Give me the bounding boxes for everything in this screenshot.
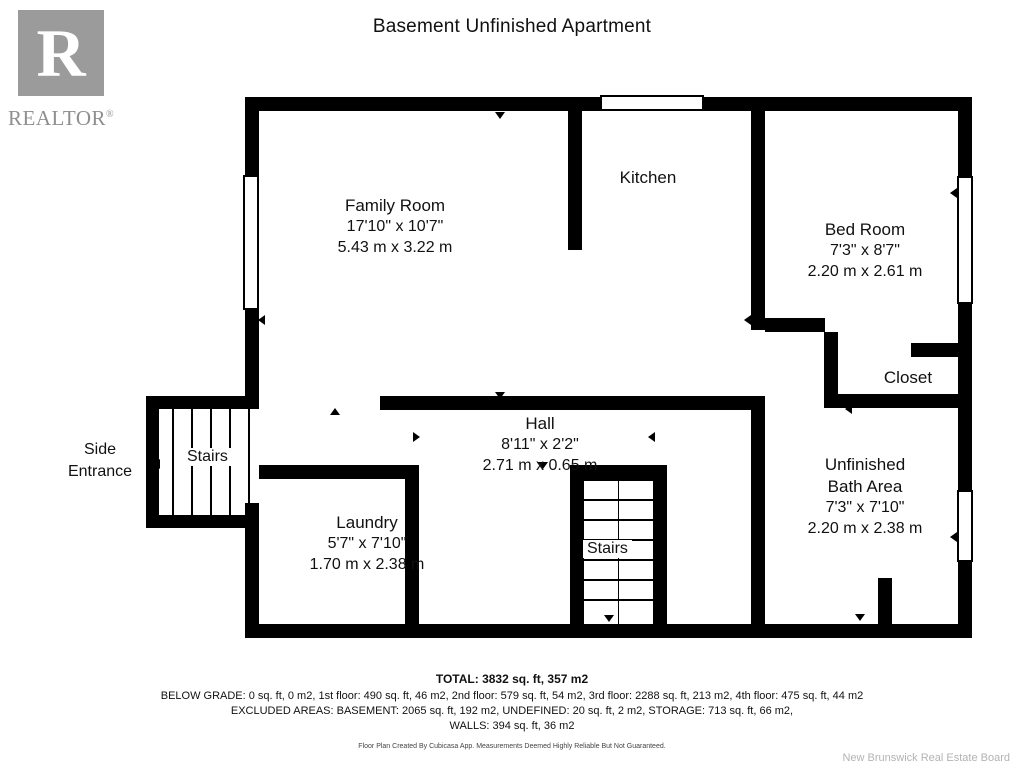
side-entrance-line1: Side xyxy=(83,441,117,458)
room-closet xyxy=(838,367,978,389)
wall-hall-right xyxy=(751,396,765,496)
wall-laundry-top xyxy=(259,465,419,479)
footer-line-excluded: EXCLUDED AREAS: BASEMENT: 2065 sq. ft, 192 m2, UNDEFINED: 20 sq. ft, 2 m2, STORAGE: 713 sq. ft, 66 m2, xyxy=(230,704,794,717)
room-label-family-room: Family Room xyxy=(344,196,446,215)
realtor-mark-icon xyxy=(18,10,104,96)
room-label-closet: Closet xyxy=(883,368,933,387)
room-dim-imperial-unfinished-bath: 7'3" x 7'10" xyxy=(825,499,905,517)
realtor-wordmark-text: REALTOR xyxy=(8,106,107,130)
wall-side-entrance-bottom xyxy=(146,515,259,528)
wall-hall-top xyxy=(380,396,765,410)
wall-closet-corner xyxy=(824,332,838,346)
room-hall xyxy=(440,413,640,477)
arrow-hall-right-door xyxy=(648,432,655,442)
room-label-unfinished-bath-line1: Unfinished xyxy=(824,455,906,474)
room-label-hall: Hall xyxy=(525,414,555,433)
room-kitchen xyxy=(548,167,748,189)
room-dim-metric-laundry: 1.70 m x 2.38 m xyxy=(309,555,425,573)
registered-icon: ® xyxy=(106,109,115,120)
window-top-kitchen xyxy=(600,95,704,111)
wall-closet-top-right xyxy=(911,343,972,357)
stairs-label-side: Stairs xyxy=(183,448,232,466)
room-label-bed-room: Bed Room xyxy=(824,220,906,239)
room-dim-imperial-laundry: 5'7" x 7'10" xyxy=(327,535,407,553)
wall-bath-partition xyxy=(878,578,892,638)
wall-left-joint-top xyxy=(245,396,259,409)
room-label-laundry: Laundry xyxy=(336,513,398,532)
arrow-hall-left-door xyxy=(413,432,420,442)
arrow-closet-bottom xyxy=(845,404,852,414)
room-bed-room xyxy=(775,219,955,283)
room-dim-imperial-bed-room: 7'3" x 8'7" xyxy=(830,242,900,260)
room-dim-metric-family-room: 5.43 m x 3.22 m xyxy=(337,238,453,256)
footer-line-floors: BELOW GRADE: 0 sq. ft, 0 m2, 1st floor: 490 sq. ft, 46 m2, 2nd floor: 579 sq. ft, 54 m2, 3rd floor: 2288 sq. ft, 213 m2, 4th floor: 475 sq. ft, 44 m2 xyxy=(160,690,864,702)
board-watermark: New Brunswick Real Estate Board xyxy=(842,752,1010,764)
arrow-familyroom-left xyxy=(258,315,265,325)
footer-area-summary xyxy=(0,672,1024,750)
wall-center-stairs-right xyxy=(653,465,667,638)
realtor-logo xyxy=(8,10,133,135)
room-dim-metric-hall: 2.71 m x 0.65 m xyxy=(482,456,598,474)
realtor-r-letter: R xyxy=(36,15,86,91)
arrow-kitchen-right xyxy=(744,315,751,325)
room-dim-metric-unfinished-bath: 2.20 m x 2.38 m xyxy=(807,519,923,537)
window-right-bedroom xyxy=(957,176,973,304)
wall-side-entrance-top xyxy=(146,396,259,409)
footer-line-walls: WALLS: 394 sq. ft, 36 m2 xyxy=(449,719,575,732)
room-dim-metric-bed-room: 2.20 m x 2.61 m xyxy=(807,262,923,280)
realtor-wordmark xyxy=(8,106,133,131)
arrow-bath-bottom xyxy=(855,614,865,621)
room-family-room xyxy=(255,195,535,259)
wall-center-stairs-left xyxy=(570,465,584,638)
room-dim-imperial-family-room: 17'10" x 10'7" xyxy=(346,218,444,236)
arrow-hall-left-open xyxy=(330,408,340,415)
footer-credit: Floor Plan Created By Cubicasa App. Measurements Deemed Highly Reliable But Not Guaranteed. xyxy=(358,742,666,750)
room-laundry xyxy=(252,512,482,576)
arrow-bedroom-left xyxy=(757,188,764,198)
room-unfinished-bath-area xyxy=(770,454,960,540)
arrow-familyroom-top xyxy=(495,112,505,119)
arrow-bedroom-right xyxy=(950,188,957,198)
page-title: Basement Unfinished Apartment xyxy=(372,16,652,37)
footer-total: TOTAL: 3832 sq. ft, 357 m2 xyxy=(435,672,589,686)
arrow-hall-top xyxy=(495,392,505,399)
stairs-label-center: Stairs xyxy=(583,540,632,558)
room-label-kitchen: Kitchen xyxy=(619,168,677,187)
side-entrance-line2: Entrance xyxy=(67,462,133,480)
wall-kitchen-bedroom xyxy=(751,111,765,330)
room-label-unfinished-bath-line2: Bath Area xyxy=(827,477,903,497)
wall-bedroom-bottom-left xyxy=(765,318,825,332)
room-dim-imperial-hall: 8'11" x 2'2" xyxy=(501,436,579,454)
label-side-entrance xyxy=(40,439,160,482)
arrow-center-stairs xyxy=(604,615,614,622)
wall-bath-left xyxy=(751,485,765,638)
